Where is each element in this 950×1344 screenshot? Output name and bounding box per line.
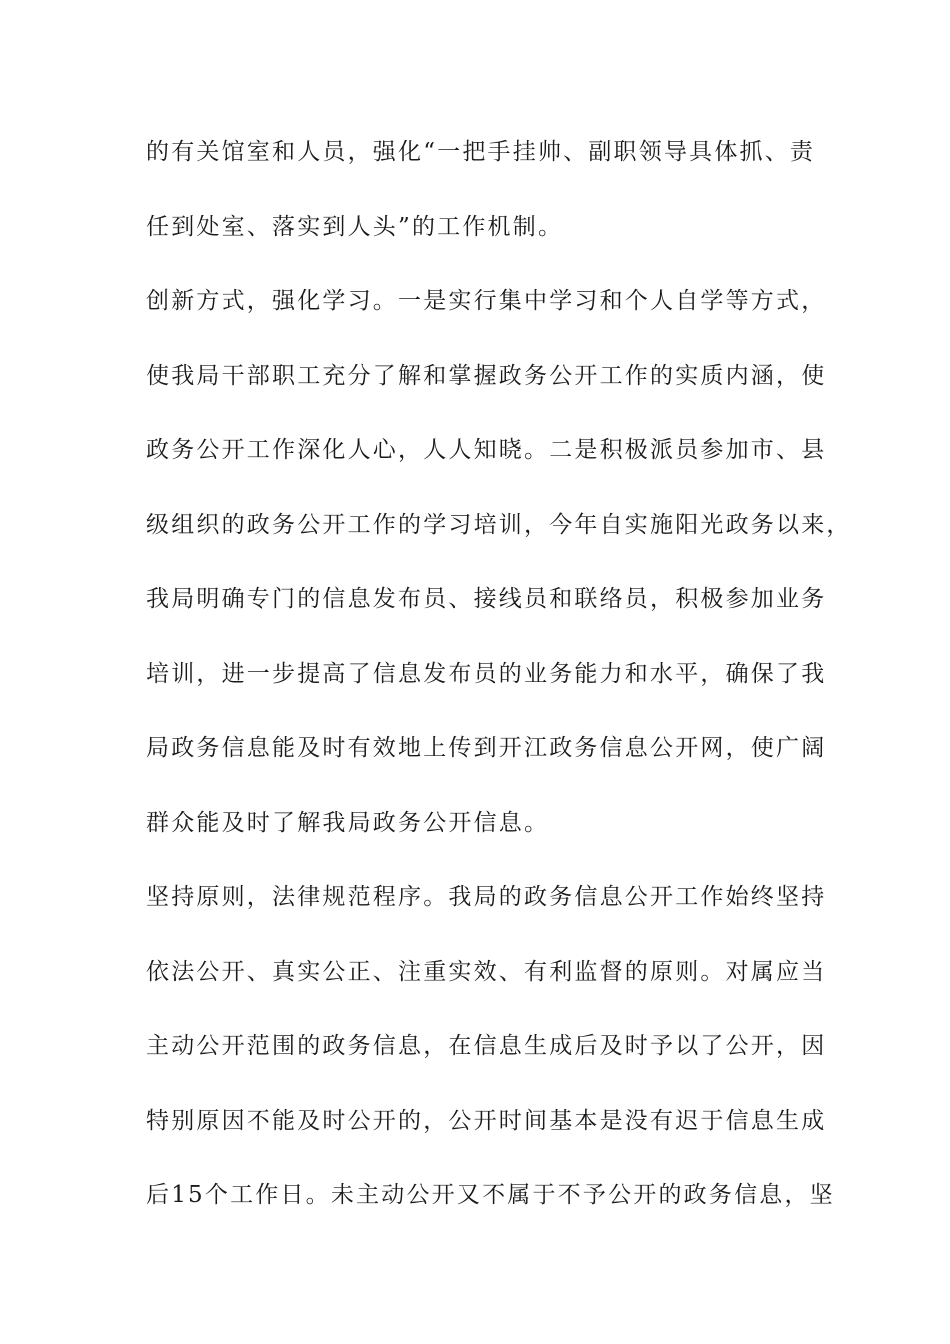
text-line: 培训，进一步提高了信息发布员的业务能力和水平，确保了我: [146, 660, 827, 687]
text-line: 创新方式，强化学习。一是实行集中学习和个人自学等方式，: [146, 288, 827, 314]
text-line: 政务公开工作深化人心，人人知晓。二是积极派员参加市、县: [146, 437, 827, 463]
text-line: 我局明确专门的信息发布员、接线员和联络员，积极参加业务: [146, 586, 827, 612]
text-line: 后15个工作日。未主动公开又不属于不予公开的政务信息，坚: [146, 1182, 835, 1208]
text-line: 使我局干部职工充分了解和掌握政务公开工作的实质内涵，使: [146, 362, 827, 389]
document-body: [146, 129, 852, 1247]
text-line: 级组织的政务公开工作的学习培训，今年自实施阳光政务以来，: [146, 511, 852, 538]
text-line: 主动公开范围的政务信息，在信息生成后及时予以了公开，因: [146, 1033, 827, 1059]
text-line: 特别原因不能及时公开的，公开时间基本是没有迟于信息生成: [146, 1107, 827, 1134]
text-line: 局政务信息能及时有效地上传到开江政务信息公开网，使广阔: [146, 735, 827, 761]
text-line: 群众能及时了解我局政务公开信息。: [146, 809, 550, 836]
text-line: 坚持原则，法律规范程序。我局的政务信息公开工作始终坚持: [146, 884, 827, 910]
text-line: 任到处室、落实到人头”的工作机制。: [146, 213, 564, 240]
text-line: 的有关馆室和人员，强化“一把手挂帅、副职领导具体抓、责: [146, 139, 816, 165]
text-line: 依法公开、真实公正、注重实效、有利监督的原则。对属应当: [146, 958, 827, 985]
